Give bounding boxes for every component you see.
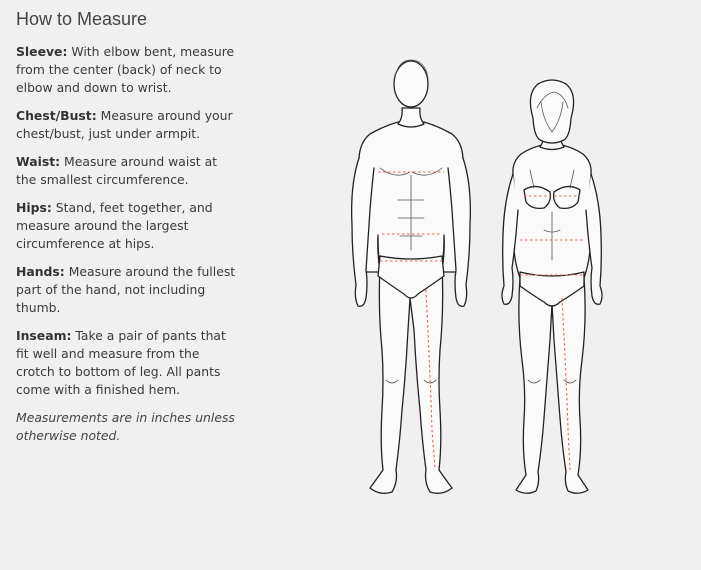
entry-inseam: [16, 327, 238, 399]
entry-hips: [16, 199, 238, 253]
figures-svg: [340, 50, 640, 505]
entry-text: Stand, feet together, and measure around the largest circumference at hips.: [16, 200, 213, 251]
entry-waist: [16, 153, 238, 189]
entry-sleeve: [16, 43, 238, 97]
entry-term: Chest/Bust:: [16, 108, 97, 123]
entry-text: Measure around your chest/bust, just under armpit.: [16, 108, 233, 141]
entry-term: Waist:: [16, 154, 61, 169]
entry-chest-bust: [16, 107, 238, 143]
body-measurement-illustration: [340, 50, 640, 505]
female-figure: [502, 80, 602, 493]
entry-term: Hips:: [16, 200, 52, 215]
entry-text: Measure around the fullest part of the hand, not including thumb.: [16, 264, 236, 315]
entry-text: With elbow bent, measure from the center (back) of neck to elbow and down to wrist.: [16, 44, 235, 95]
male-figure: [352, 60, 471, 493]
entry-term: Hands:: [16, 264, 65, 279]
entry-text: Take a pair of pants that fit well and measure from the crotch to bottom of leg. All pants come with a finished hem.: [16, 328, 226, 397]
entry-text: Measure around waist at the smallest circumference.: [16, 154, 218, 187]
entry-hands: [16, 263, 238, 317]
entry-term: Inseam:: [16, 328, 72, 343]
units-note: Measurements are in inches unless otherwise noted.: [16, 410, 235, 443]
measure-guide: [16, 8, 238, 445]
page-title: How to Measure: [16, 9, 148, 29]
entry-term: Sleeve:: [16, 44, 68, 59]
